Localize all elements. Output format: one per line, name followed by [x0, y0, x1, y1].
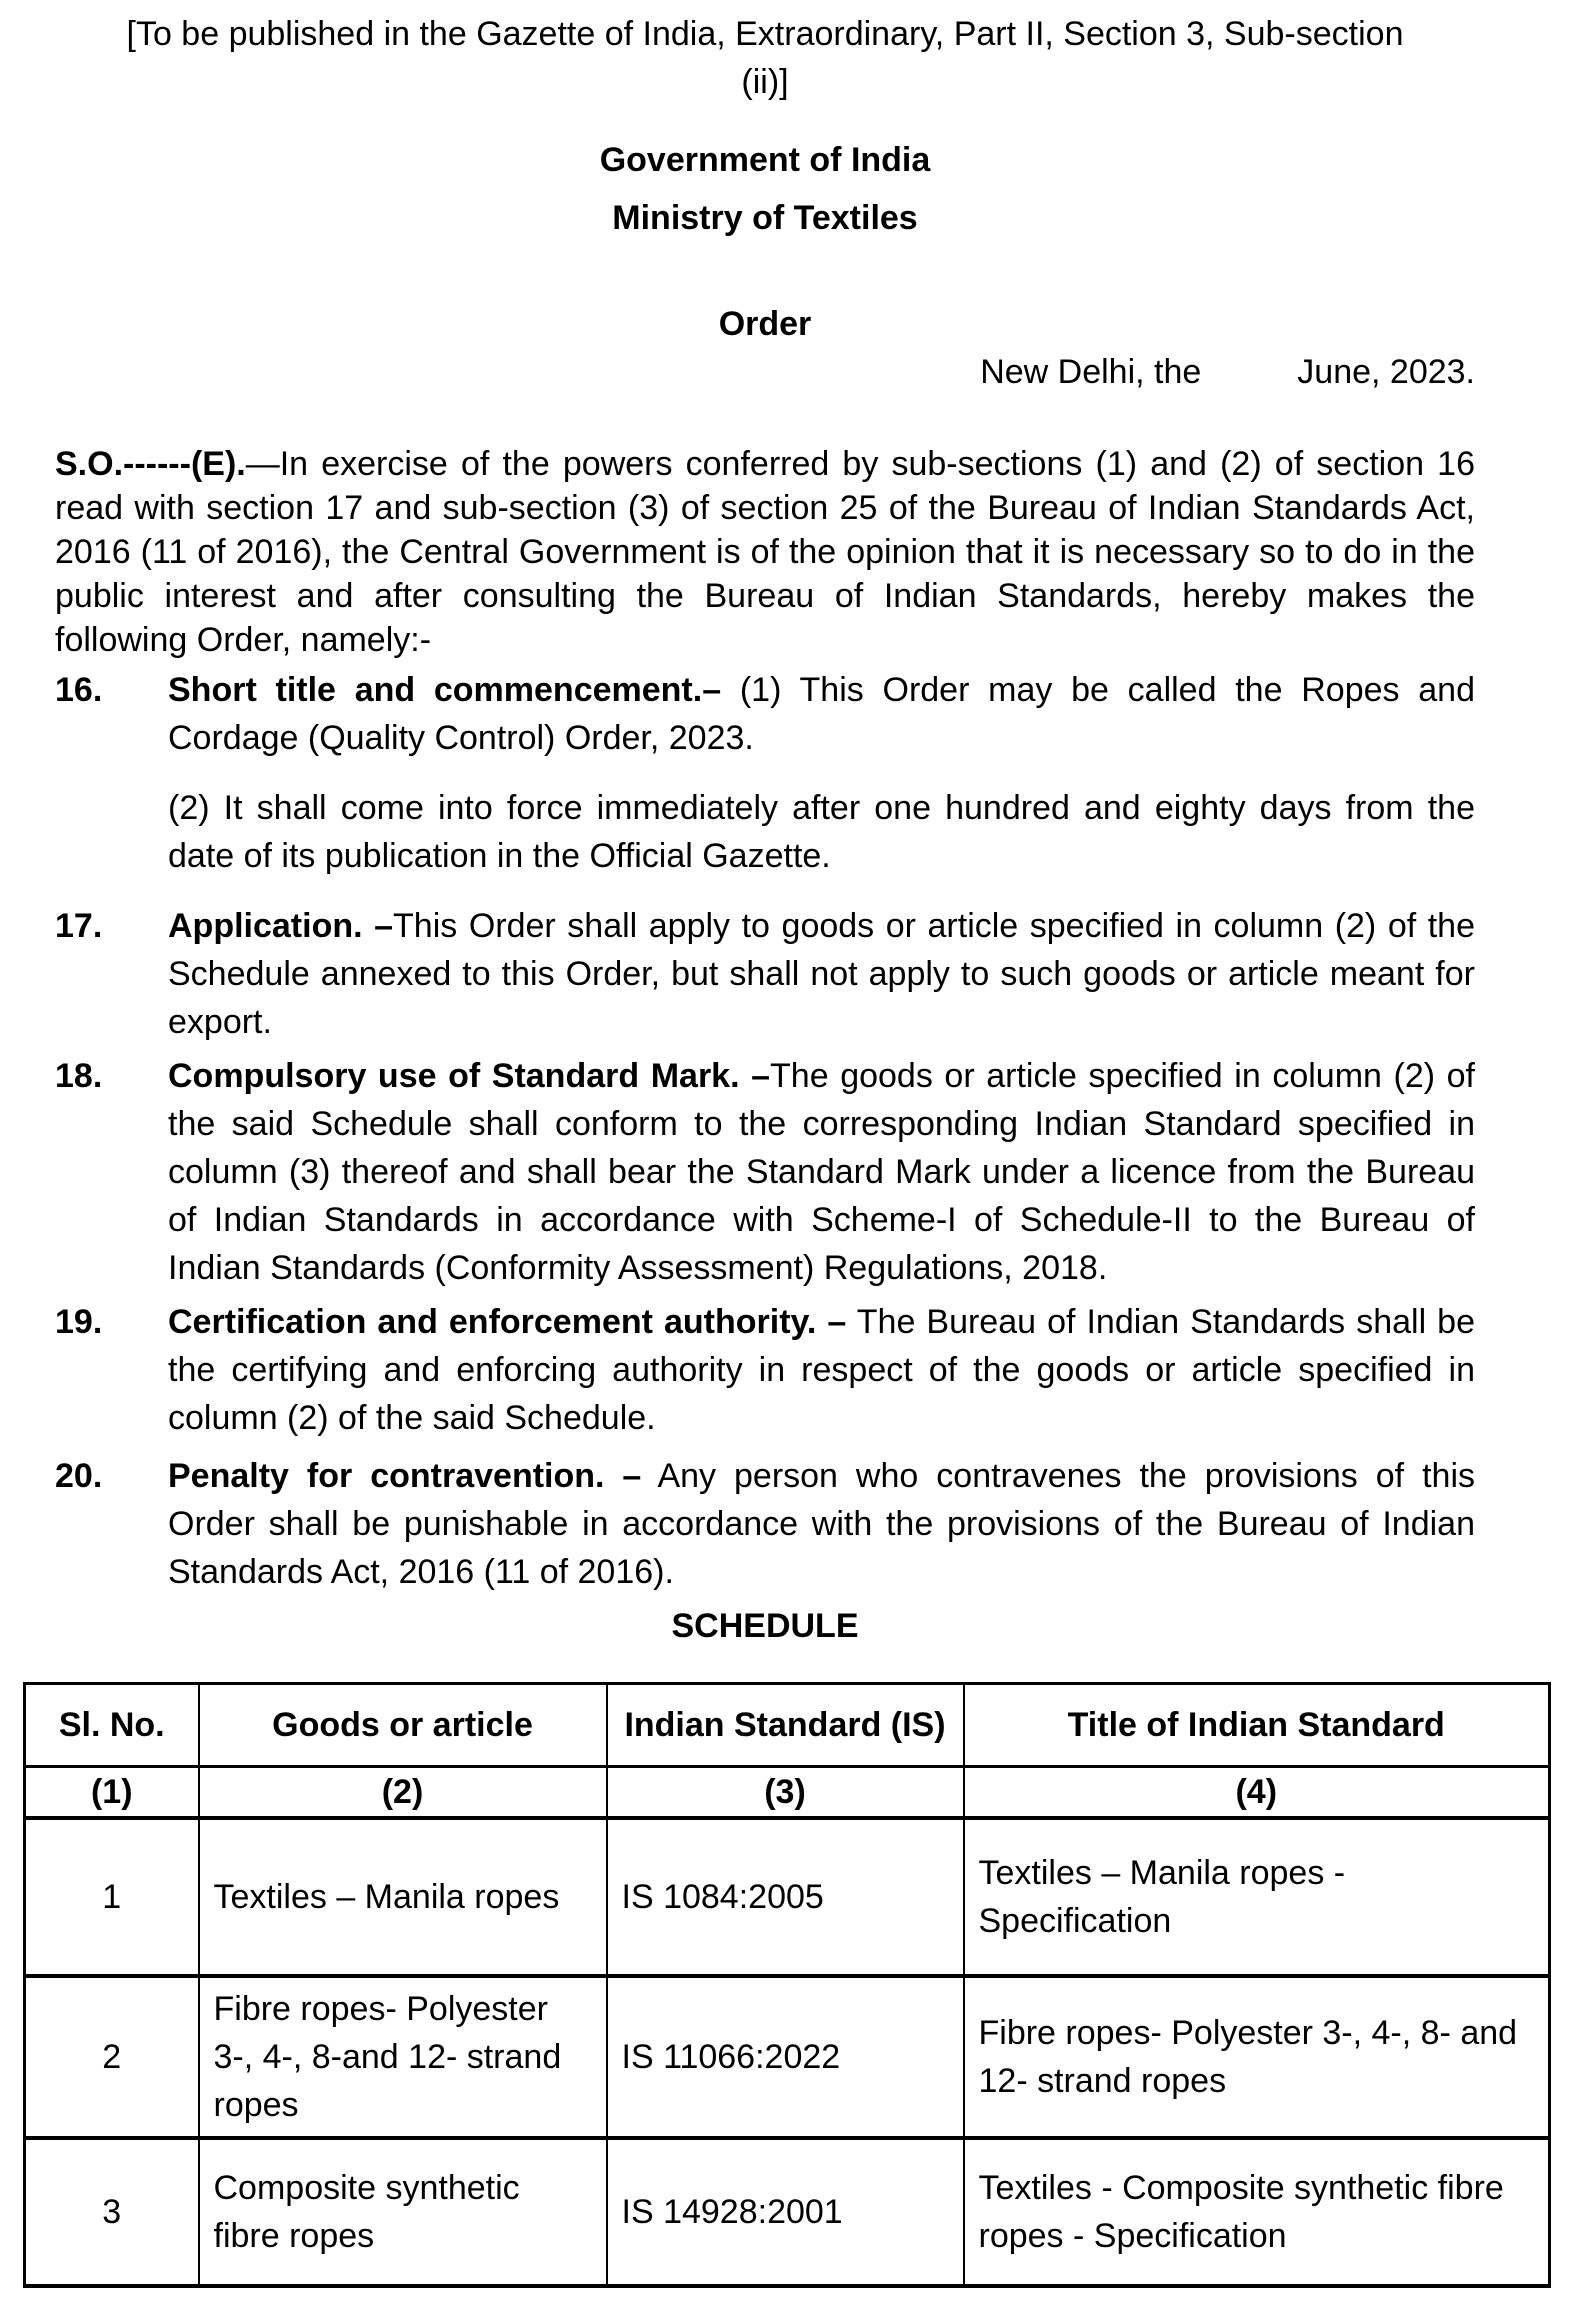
header-cell-sl-no: Sl. No.: [25, 1684, 199, 1767]
goods-cell: Fibre ropes- Polyester 3-, 4-, 8-and 12- strand ropes: [199, 1976, 607, 2138]
item-number: 16.: [55, 671, 103, 709]
table-header-row: [25, 1684, 1550, 1767]
title-cell: Textiles – Manila ropes - Specification: [964, 1818, 1550, 1976]
column-number-row: [25, 1767, 1550, 1819]
item-text: Any person who contravenes the provisions of this Order shall be punishable in accordance with the provisions of the Bureau of Indian Standards Act, 2016 (11 of 2016).: [168, 1457, 1475, 1591]
goods-cell: Composite synthetic fibre ropes: [199, 2138, 607, 2286]
goods-cell: Textiles – Manila ropes: [199, 1818, 607, 1976]
item-number: 17.: [55, 907, 103, 945]
item-text: The Bureau of Indian Standards shall be the certifying and enforcing authority in respect of the goods or article specified in column (2) of the said Schedule.: [168, 1303, 1475, 1437]
schedule-title: SCHEDULE: [671, 1607, 859, 1645]
sl-no-cell: 1: [25, 1818, 199, 1976]
dateline: [55, 348, 1475, 396]
item-body: [168, 1298, 1475, 1442]
item-heading: Application. –: [168, 907, 394, 945]
is-cell: IS 11066:2022: [607, 1976, 964, 2138]
item-text: This Order shall apply to goods or article specified in column (2) of the Schedule annexed to this Order, but shall not apply to such goods or article meant for export.: [168, 907, 1475, 1041]
is-cell: IS 1084:2005: [607, 1818, 964, 1976]
gazette-note-line2: (ii)]: [741, 63, 789, 101]
sl-no-cell: 2: [25, 1976, 199, 2138]
table-row: [25, 1976, 1550, 2138]
item-body: [168, 902, 1475, 1046]
header-cell-indian-standard: Indian Standard (IS): [607, 1684, 964, 1767]
so-number: S.O.------(E).: [55, 445, 246, 483]
column-number-cell: (2): [199, 1767, 607, 1819]
ministry-title: Ministry of Textiles: [612, 199, 918, 237]
item-heading: Certification and enforcement authority. –: [168, 1303, 847, 1341]
column-number-cell: (4): [964, 1767, 1550, 1819]
item-number: 19.: [55, 1303, 103, 1341]
org-title: Government of India: [599, 141, 931, 179]
header-cell-goods: Goods or article: [199, 1684, 607, 1767]
dateline-place: New Delhi, the: [980, 353, 1202, 391]
order-item-17: [55, 902, 1475, 1046]
item-body: [168, 666, 1475, 762]
item-body: [168, 1052, 1475, 1292]
order-item-20: [55, 1452, 1475, 1596]
item-number-spacer: [55, 784, 168, 880]
title-cell: Fibre ropes- Polyester 3-, 4-, 8- and 12- strand ropes: [964, 1976, 1550, 2138]
item-heading: Short title and commencement.–: [168, 671, 722, 709]
column-number-cell: (1): [25, 1767, 199, 1819]
item-heading: Penalty for contravention. –: [168, 1457, 642, 1495]
em-dash: —: [245, 445, 280, 483]
order-heading: Order: [718, 305, 812, 343]
gazette-note-line1: [To be published in the Gazette of India, Extraordinary, Part II, Section 3, Sub-section: [126, 15, 1404, 53]
item-text: (1) This Order may be called the Ropes and Cordage (Quality Control) Order, 2023.: [168, 671, 1475, 757]
preamble-paragraph: [55, 442, 1475, 662]
item-sub-text: (2) It shall come into force immediately after one hundred and eighty days from the date of its publication in the Official Gazette.: [168, 789, 1475, 875]
table-row: [25, 1818, 1550, 1976]
dateline-date: June, 2023.: [1297, 353, 1475, 391]
item-text: The goods or article specified in column (2) of the said Schedule shall conform to the corresponding Indian Standard specified in column (3) thereof and shall bear the Standard Mark under a licence from the Bureau of Indian Standards in accordance with Scheme-I of Schedule-II to the Bureau of Indian Standards (Conformity Assessment) Regulations, 2018.: [168, 1057, 1475, 1287]
header-cell-title: Title of Indian Standard: [964, 1684, 1550, 1767]
item-number: 18.: [55, 1057, 103, 1095]
item-heading: Compulsory use of Standard Mark. –: [168, 1057, 771, 1095]
title-cell: Textiles - Composite synthetic fibre ropes - Specification: [964, 2138, 1550, 2286]
order-item-16-sub2: [55, 784, 1475, 880]
table-row: [25, 2138, 1550, 2286]
column-number-cell: (3): [607, 1767, 964, 1819]
order-item-19: [55, 1298, 1475, 1442]
sl-no-cell: 3: [25, 2138, 199, 2286]
is-cell: IS 14928:2001: [607, 2138, 964, 2286]
schedule-table: [23, 1682, 1551, 2288]
item-number: 20.: [55, 1457, 103, 1495]
gazette-note: [55, 10, 1475, 106]
item-body: [168, 1452, 1475, 1596]
preamble-text: In exercise of the powers conferred by sub-sections (1) and (2) of section 16 read with section 17 and sub-section (3) of section 25 of the Bureau of Indian Standards Act, 2016 (11 of 2016), the Central Government is of the opinion that it is necessary so to do in the public interest and after consulting the Bureau of Indian Standards, hereby makes the following Order, namely:-: [55, 445, 1475, 659]
order-item-18: [55, 1052, 1475, 1292]
order-item-16: [55, 666, 1475, 762]
